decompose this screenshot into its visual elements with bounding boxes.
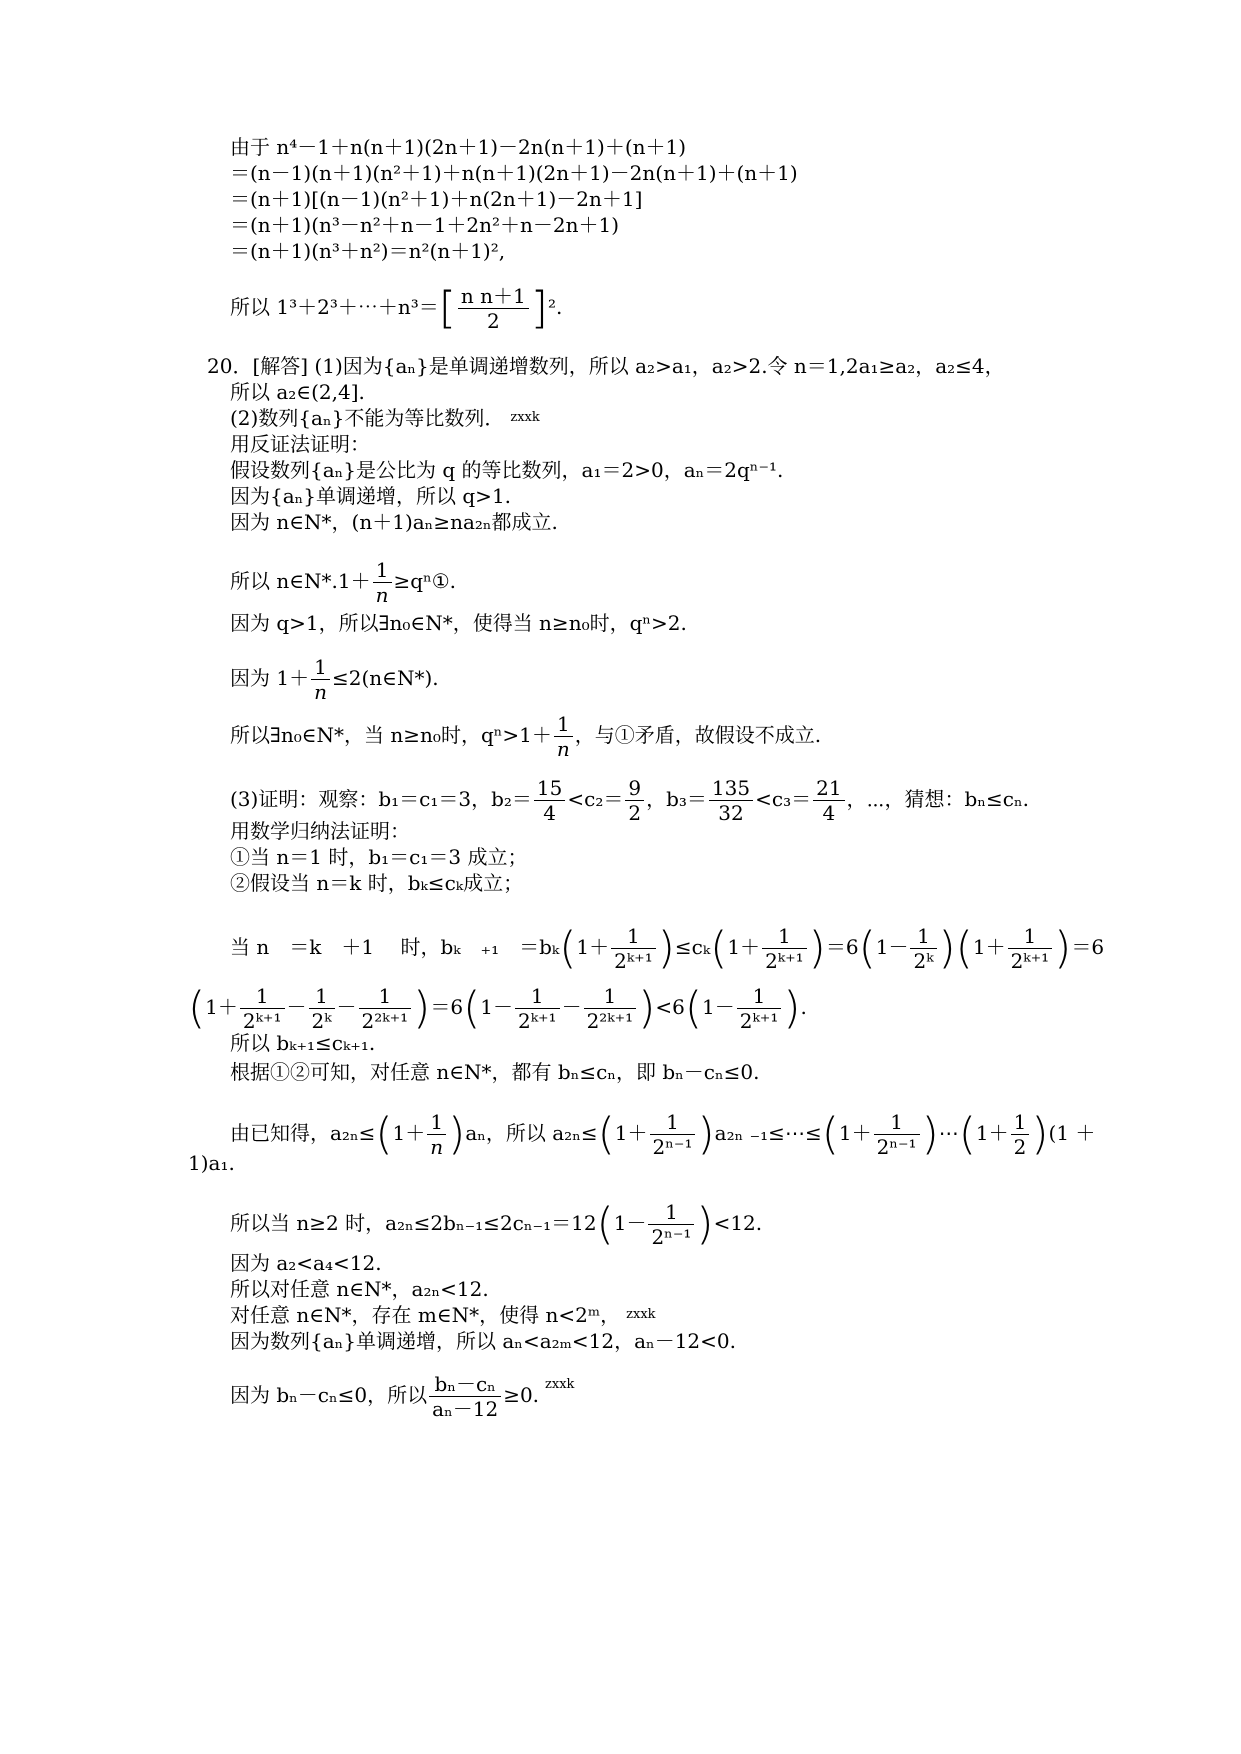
equation-line: ＝(n＋1)(n³－n²＋n－1＋2n²＋n－2n＋1) xyxy=(230,213,620,237)
fraction: $\frac{1}{\text{2ᵏ⁺¹}}$ xyxy=(240,984,285,1033)
fraction: $\frac{1}{\text{2ⁿ⁻¹}}$ xyxy=(874,1110,920,1159)
text-line: 因为 a₂<a₄<12. xyxy=(230,1251,382,1275)
inequality-line: 因为 1＋ $\frac{1}{n}$ ≤2(n∈N*). xyxy=(230,655,439,704)
fraction: $\frac{1}{\text{2ᵏ⁺¹}}$ xyxy=(762,924,807,973)
fraction: $\frac{1}{n}$ xyxy=(311,655,330,704)
fraction: $\frac{1}{\text{2ᵏ}}$ xyxy=(309,984,335,1033)
equation-line: ＝(n－1)(n＋1)(n²＋1)＋n(n＋1)(2n＋1)－2n(n＋1)＋(n＋1) xyxy=(230,161,798,185)
fraction: $\frac{1}{n}$ xyxy=(427,1110,446,1159)
fraction: $\frac{\text{n n＋1}}{2}$ xyxy=(458,284,529,333)
watermark-text: zxxk xyxy=(545,1377,575,1392)
equation-line: ＝(n＋1)(n³＋n²)＝n²(n＋1)², xyxy=(230,239,506,263)
fraction: $\frac{1}{\text{2²ᵏ⁺¹}}$ xyxy=(359,984,412,1033)
watermark-text: zxxk xyxy=(510,410,540,425)
fraction: $\frac{1}{\text{2ᵏ⁺¹}}$ xyxy=(737,984,782,1033)
text-line: 因为 q>1，所以∃n₀∈N*，使得当 n≥n₀时，qⁿ>2. xyxy=(230,611,687,635)
inequality-line: 所以 n∈N*.1＋ $\frac{1}{n}$ ≥qⁿ①. xyxy=(230,558,457,607)
induction-step-line: (1＋ $\frac{1}{\text{2ᵏ⁺¹}}$ － $\frac{1}{\text{2ᵏ}}$ － $\frac{1}{\text{2²ᵏ⁺¹}}$ )＝6(1－ $\frac{1}{\text{2ᵏ⁺¹}}$ － $\frac{1}{\text{2²ᵏ⁺¹}}$ )<6(1－ $\frac{1}{\text{2ᵏ⁺¹}}$ ). xyxy=(188,982,807,1034)
contradiction-line: 所以∃n₀∈N*，当 n≥n₀时，qⁿ>1＋ $\frac{1}{n}$ ，与①矛盾，故假设不成立. xyxy=(230,712,822,761)
text-line: 1)a₁. xyxy=(188,1151,235,1175)
bound-line: 所以当 n≥2 时，a₂ₙ≤2bₙ₋₁≤2cₙ₋₁＝12(1－ $\frac{1}{\text{2ⁿ⁻¹}}$ )<12. xyxy=(230,1198,763,1250)
fraction: $\frac{135}{32}$ xyxy=(709,776,753,825)
text-line: 所以 a₂∈(2,4]. xyxy=(230,380,365,404)
fraction: $\frac{1}{\text{2ᵏ}}$ xyxy=(910,924,936,973)
fraction: $\frac{1}{\text{2ⁿ⁻¹}}$ xyxy=(650,1110,696,1159)
bound-line: 由已知得，a₂ₙ≤(1＋ $\frac{1}{n}$ )aₙ，所以 a₂ₙ≤(1＋ $\frac{1}{\text{2ⁿ⁻¹}}$ )a₂ₙ ₋₁≤⋯≤(1＋ $\frac{1}{\text{2ⁿ⁻¹}}$ )⋯(1＋ $\frac{1}{2}$ )(1 ＋ xyxy=(230,1108,1096,1160)
observation-line: (3)证明：观察：b₁＝c₁＝3，b₂＝ $\frac{15}{4}$ <c₂＝ $\frac{9}{2}$ ，b₃＝ $\frac{135}{32}$ <c₃＝ $\frac{21}{4}$ ，⋯，猜想：bₙ≤cₙ. xyxy=(230,776,1029,825)
text-line: 因为 n∈N*，(n＋1)aₙ≥na₂ₙ都成立. xyxy=(230,510,558,534)
text-line: 所以对任意 n∈N*，a₂ₙ<12. xyxy=(230,1277,489,1301)
text-line: 对任意 n∈N*，存在 m∈N*，使得 n<2ᵐ， $^{zxxk}$ xyxy=(230,1303,656,1327)
equation-line: 由于 n⁴－1＋n(n＋1)(2n＋1)－2n(n＋1)＋(n＋1) xyxy=(230,135,687,159)
watermark-text: zxxk xyxy=(626,1307,656,1322)
fraction: $\frac{1}{\text{2ⁿ⁻¹}}$ xyxy=(648,1200,694,1249)
conclusion-line: 因为 bₙ－cₙ≤0，所以 $\frac{\text{bₙ－cₙ}}{\text{aₙ－12}}$ ≥0. $^{zxxk}$ xyxy=(230,1372,575,1421)
text-line: (2)数列{aₙ}不能为等比数列． $^{zxxk}$ xyxy=(230,406,540,430)
sum-of-cubes-formula: 所以 1³＋2³＋⋯＋n³＝[ $\frac{\text{n n＋1}}{2}$ ]². xyxy=(230,282,563,334)
fraction: $\frac{15}{4}$ xyxy=(534,776,565,825)
fraction: $\frac{1}{\text{2ᵏ⁺¹}}$ xyxy=(1008,924,1053,973)
text-line: ①当 n＝1 时，b₁＝c₁＝3 成立； xyxy=(230,845,528,869)
text-line: 用数学归纳法证明： xyxy=(230,819,410,843)
fraction: $\frac{1}{n}$ xyxy=(554,712,573,761)
text-line: 因为数列{aₙ}单调递增，所以 aₙ<a₂ₘ<12，aₙ－12<0. xyxy=(230,1329,736,1353)
text-line: 根据①②可知，对任意 n∈N*，都有 bₙ≤cₙ，即 bₙ－cₙ≤0. xyxy=(230,1060,760,1084)
fraction: $\frac{21}{4}$ xyxy=(813,776,844,825)
fraction: $\frac{\text{bₙ－cₙ}}{\text{aₙ－12}}$ xyxy=(429,1372,501,1421)
text-line: 用反证法证明： xyxy=(230,432,370,456)
equation-line: ＝(n＋1)[(n－1)(n²＋1)＋n(2n＋1)－2n＋1] xyxy=(230,187,643,211)
text-line: 因为{aₙ}单调递增，所以 q>1. xyxy=(230,484,512,508)
fraction: $\frac{1}{2}$ xyxy=(1011,1110,1030,1159)
text-line: 所以 bₖ₊₁≤cₖ₊₁. xyxy=(230,1031,376,1055)
fraction: $\frac{1}{\text{2²ᵏ⁺¹}}$ xyxy=(584,984,637,1033)
fraction: $\frac{1}{\text{2ᵏ⁺¹}}$ xyxy=(611,924,656,973)
fraction: $\frac{1}{n}$ xyxy=(373,558,392,607)
fraction: $\frac{9}{2}$ xyxy=(625,776,644,825)
fraction: $\frac{1}{\text{2ᵏ⁺¹}}$ xyxy=(515,984,560,1033)
problem-20-heading: 20．[解答] (1)因为{aₙ}是单调递增数列，所以 a₂>a₁，a₂>2.令 n＝1,2a₁≥a₂，a₂≤4， xyxy=(207,354,1005,378)
text-line: ②假设当 n＝k 时，bₖ≤cₖ成立； xyxy=(230,871,524,895)
induction-step-line: 当 n ＝k ＋1 时，bₖ ₊₁ ＝bₖ(1＋ $\frac{1}{\text{2ᵏ⁺¹}}$ )≤cₖ(1＋ $\frac{1}{\text{2ᵏ⁺¹}}$ )＝6(1－ $\frac{1}{\text{2ᵏ}}$ )(1＋ $\frac{1}{\text{2ᵏ⁺¹}}$ )＝6 xyxy=(230,922,1105,974)
text-line: 假设数列{aₙ}是公比为 q 的等比数列，a₁＝2>0，aₙ＝2qⁿ⁻¹. xyxy=(230,458,784,482)
